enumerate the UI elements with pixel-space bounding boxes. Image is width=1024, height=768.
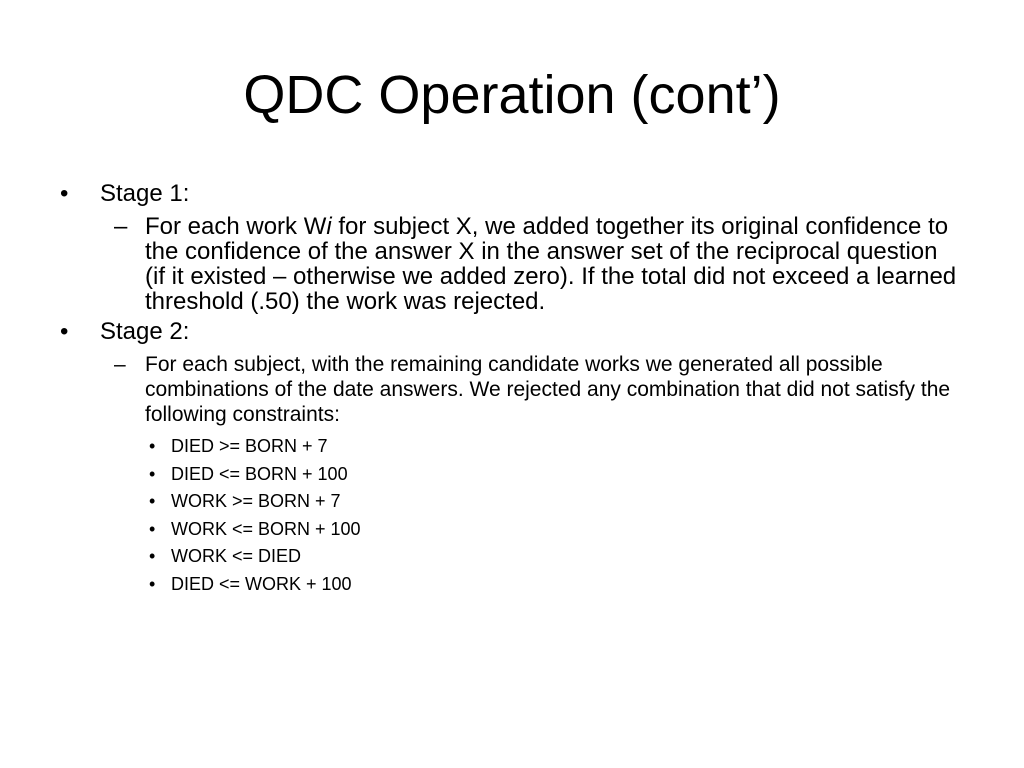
slide-body xyxy=(60,180,960,598)
constraint-text: WORK >= BORN + 7 xyxy=(171,491,341,511)
bullet-icon: • xyxy=(149,491,156,511)
stage-2-subitems xyxy=(105,352,960,598)
slide-title: QDC Operation (cont’) xyxy=(243,65,781,125)
bullet-icon: • xyxy=(149,463,156,484)
stage-1-description xyxy=(105,214,960,314)
bullet-stage-1 xyxy=(60,180,960,208)
constraint-item xyxy=(148,516,960,544)
constraint-text: DIED <= BORN + 100 xyxy=(171,463,348,484)
constraint-item xyxy=(148,488,960,516)
dash-icon: – xyxy=(114,213,128,240)
bullet-icon: • xyxy=(60,180,69,207)
stage-2-description xyxy=(105,352,960,427)
stage-1-text-italic: i xyxy=(326,213,332,240)
bullet-icon: • xyxy=(149,518,156,539)
bullet-icon: • xyxy=(149,436,156,456)
bullet-label: Stage 1: xyxy=(100,180,190,207)
constraint-item xyxy=(148,433,960,461)
stage-1-text-after: for subject X, we added together its original confidence to the confidence of the answer X in the answer set of the reciprocal question (if it existed – otherwise we added zero). If the total did not exceed a learned threshold (.50) the work was rejected. xyxy=(145,213,957,315)
constraint-item xyxy=(148,543,960,571)
stage-2-text: For each subject, with the remaining candidate works we generated all possible combinations of the date answers. We rejected any combination that did not satisfy the following constraints: xyxy=(145,353,951,426)
constraint-text: DIED >= BORN + 7 xyxy=(171,436,328,456)
dash-icon: – xyxy=(114,353,126,376)
bullet-stage-2 xyxy=(60,318,960,346)
constraint-item xyxy=(148,571,960,599)
bullet-label: Stage 2: xyxy=(100,318,190,345)
bullet-icon: • xyxy=(149,546,156,566)
constraint-list xyxy=(148,433,960,598)
stage-1-text-before: For each work W xyxy=(145,213,327,240)
constraint-text: DIED <= WORK + 100 xyxy=(171,573,352,594)
bullet-icon: • xyxy=(149,573,156,594)
constraint-item xyxy=(148,461,960,489)
stage-1-subitems xyxy=(105,214,960,314)
constraint-text: WORK <= BORN + 100 xyxy=(171,518,361,539)
bullet-icon: • xyxy=(60,318,69,345)
constraint-text: WORK <= DIED xyxy=(171,546,302,566)
